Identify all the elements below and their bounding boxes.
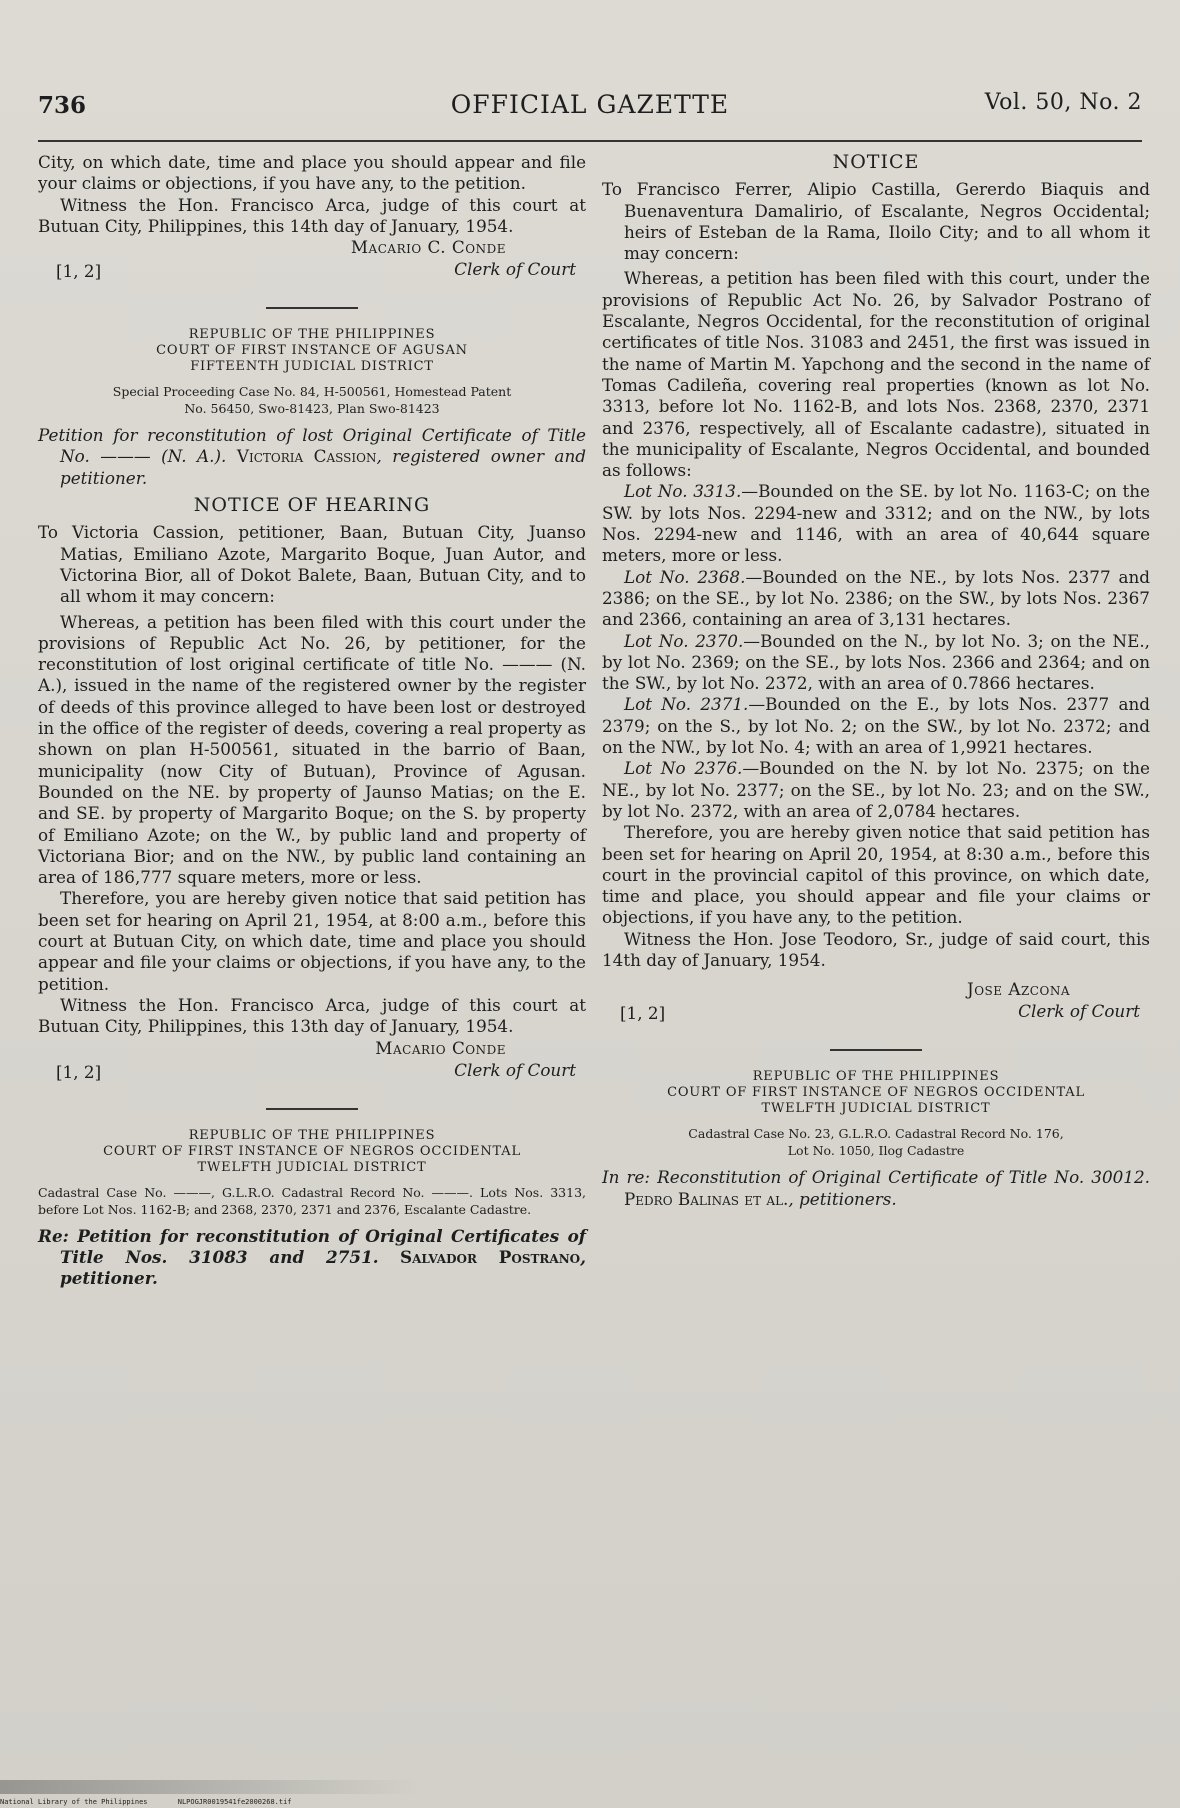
- lot-description: —Bounded on the N., by lot No. 3; on the NE., by lot No. 2369; on the SE., by lots Nos. 2366 and 2364; and on the SW., by lot No. 2372, with an area of 0.7866 hectares.: [602, 630, 1150, 694]
- clerk-role-2: Clerk of Court: [454, 1059, 576, 1080]
- issue-tag-2: [1, 2]: [56, 1061, 102, 1082]
- witness-paragraph-right: Witness the Hon. Jose Teodoro, Sr., judge of said court, this 14th day of January, 1954.: [602, 928, 1150, 970]
- addressee-right: To Francisco Ferrer, Alipio Castilla, Gererdo Biaquis and Buenaventura Damalirio, of Escalante, Negros Occidental; heirs of Esteban de la Rama, Iloilo City; and to all whom it may concern:: [602, 179, 1150, 264]
- re-title: [38, 1226, 586, 1290]
- re-petitioner-name: Salvador Postrano: [399, 1246, 581, 1267]
- case-line-2: No. 56450, Swo-81423, Plan Swo-81423: [184, 401, 440, 417]
- signature-block: [38, 237, 586, 285]
- notice-heading-right: NOTICE: [832, 151, 920, 173]
- publication-title: OFFICIAL GAZETTE: [450, 90, 730, 119]
- district-line: FIFTEENTH JUDICIAL DISTRICT: [190, 359, 434, 375]
- therefore-paragraph: Therefore, you are hereby given notice that said petition has been set for hearing on April 21, 1954, at 8:00 a.m., before this court at Butuan City, on which date, time and place you should appear and file your claims or objections, if you have any, to the petition.: [38, 888, 586, 994]
- petition-tail: , registered owner and petitioner.: [60, 446, 586, 488]
- witness-paragraph-2: Witness the Hon. Francisco Arca, judge of this court at Butuan City, Philippines, this 13th day of January, 1954.: [38, 994, 586, 1037]
- issue-tag-right: [1, 2]: [620, 1003, 666, 1024]
- library-credit: National Library of the Philippines: [0, 1798, 148, 1806]
- clerk-name-2: Macario Conde: [375, 1037, 506, 1058]
- clerk-role-right: Clerk of Court: [1018, 1001, 1140, 1022]
- republic-line-2: REPUBLIC OF THE PHILIPPINES: [188, 1127, 436, 1143]
- petition-title-text: Petition for reconstitution of lost Original Certificate of Title No. ——— (N. A.).: [38, 425, 586, 467]
- lot-label: Lot No. 2368.: [624, 566, 746, 587]
- lot-2371: [602, 694, 1150, 758]
- clerk-name-right: Jose Azcona: [966, 979, 1070, 1000]
- page-number: 736: [38, 92, 87, 119]
- continued-paragraph: City, on which date, time and place you should appear and file your claims or objections, if you have any, to the petition.: [38, 152, 586, 194]
- lot-description: —Bounded on the SE. by lot No. 1163-C; on the SW. by lots Nos. 2294-new and 3312; and on the NW., by lots Nos. 2294-new and 1146, with an area of 40,644 square meters, more or less.: [602, 481, 1150, 566]
- whereas-paragraph-right: Whereas, a petition has been filed with this court, under the provisions of Republic Act No. 26, by Salvador Postrano of Escalante, Negros Occidental, for the reconstitution of original certificates of title Nos. 31083 and 2451, the first was issued in the name of Martin M. Yapchong and the second in the name of Tomas Cadileña, covering real properties (known as lot No. 3313, before lot No. 1162-B, and lots Nos. 2368, 2370, 2371 and 2376, respectively, all of Escalante cadastre), situated in the municipality of Escalante, Negros Occidental, and bounded as follows:: [602, 268, 1150, 481]
- volume-number: Vol. 50, No. 2: [984, 90, 1142, 115]
- clerk-name: Macario C. Conde: [350, 237, 506, 258]
- lot-label: Lot No. 3313.: [624, 481, 742, 502]
- case-line-1: Special Proceeding Case No. 84, H-500561, Homestead Patent: [112, 384, 512, 400]
- addressee: To Victoria Cassion, petitioner, Baan, Butuan City, Juanso Matias, Emiliano Azote, Margarito Boque, Juan Autor, and Victorina Bior, all of Dokot Balete, Baan, Butuan City, and to all whom it may concern:: [38, 522, 586, 607]
- signature-block-right: [602, 979, 1150, 1027]
- court-line-right: COURT OF FIRST INSTANCE OF NEGROS OCCIDENTAL: [667, 1085, 1085, 1101]
- signature-block-2: [38, 1038, 586, 1086]
- court-line-2: COURT OF FIRST INSTANCE OF NEGROS OCCIDENTAL: [103, 1143, 521, 1159]
- court-heading: [38, 327, 586, 375]
- section-divider-right: [830, 1049, 922, 1051]
- re-title-text-right: In re: Reconstitution of Original Certificate of Title No. 30012.: [602, 1167, 1150, 1188]
- district-line-2: TWELFTH JUDICIAL DISTRICT: [197, 1159, 427, 1175]
- scan-filename: NLPOGJR0019541fe2000268.tif: [177, 1798, 292, 1806]
- notice-heading: NOTICE OF HEARING: [193, 494, 431, 517]
- lot-label: Lot No. 2370.: [624, 630, 744, 651]
- lot-description: —Bounded on the NE., by lots Nos. 2377 and 2386; on the SE., by lot No. 2386; on the SW., by lots Nos. 2367 and 2366, containing an area of 3,131 hectares.: [602, 566, 1150, 630]
- lot-label: Lot No. 2371.: [624, 694, 749, 715]
- therefore-paragraph-right: Therefore, you are hereby given notice that said petition has been set for hearing on April 20, 1954, at 8:30 a.m., before this court in the provincial capitol of this province, on which date, time and place, you should appear and file your claims or objections, if you have any, to the petition.: [602, 822, 1150, 928]
- re-tail-right: , petitioners.: [788, 1188, 897, 1209]
- re-title-text: Re: Petition for reconstitution of Original Certificates of Title Nos. 31083 and 2751.: [38, 1225, 586, 1267]
- lot-3313: [602, 481, 1150, 566]
- lot-2368: [602, 567, 1150, 631]
- lot-2376: [602, 758, 1150, 822]
- re-petitioner-name-right: Pedro Balinas et al.: [624, 1188, 789, 1209]
- left-column: [38, 152, 586, 1289]
- court-line: COURT OF FIRST INSTANCE OF AGUSAN: [156, 343, 468, 359]
- re-tail: , petitioner.: [60, 1246, 586, 1289]
- lot-label: Lot No 2376.: [624, 758, 743, 779]
- re-title-right: [602, 1167, 1150, 1210]
- whereas-paragraph: Whereas, a petition has been filed with this court under the provisions of Republic Act No. 26, by petitioner, for the reconstitution of lost original certificate of title No. ——— (N. A.), issued in the name of the registered owner by the register of deeds of this province alleged to have been lost or destroyed in the office of the register of deeds, covering a real property as shown on plan H-500561, situated in the barrio of Baan, municipality (now City of Butuan), Province of Agusan. Bounded on the NE. by property of Jaunso Matias; on the E. and SE. by property of Margarito Boque; on the S. by property of Emiliano Azote; on the W., by public land and property of Victoriana Bior; and on the NW., by public land containing an area of 186,777 square meters, more or less.: [38, 611, 586, 888]
- case-line-1-right: Cadastral Case No. 23, G.L.R.O. Cadastral Record No. 176,: [688, 1126, 1064, 1142]
- court-heading-2: [38, 1128, 586, 1176]
- section-divider-2: [266, 1108, 358, 1110]
- republic-line-right: REPUBLIC OF THE PHILIPPINES: [752, 1069, 1000, 1085]
- petition-title: [38, 425, 586, 489]
- republic-line: REPUBLIC OF THE PHILIPPINES: [188, 327, 436, 343]
- witness-paragraph: Witness the Hon. Francisco Arca, judge of this court at Butuan City, Philippines, this 14th day of January, 1954.: [38, 194, 586, 236]
- clerk-role: Clerk of Court: [454, 259, 576, 280]
- case-line-2-right: Lot No. 1050, Ilog Cadastre: [787, 1143, 965, 1159]
- lot-2370: [602, 631, 1150, 695]
- lot-description: —Bounded on the N. by lot No. 2375; on the NE., by lot No. 2377; on the SE., by lot No. 23; and on the SW., by lot No. 2372, with an area of 2,0784 hectares.: [602, 758, 1150, 821]
- court-heading-right: [602, 1069, 1150, 1117]
- page-header: [38, 84, 1142, 128]
- case-reference-2: Cadastral Case No. ———, G.L.R.O. Cadastral Record No. ———. Lots Nos. 3313, before Lot Nos. 1162-B; and 2368, 2370, 2371 and 2376, Escalante Cadastre.: [38, 1184, 586, 1217]
- scan-edge-shadow: [0, 1780, 420, 1794]
- case-reference-right: [602, 1125, 1150, 1159]
- petitioner-name: Victoria Cassion: [236, 446, 377, 467]
- right-column: [602, 152, 1150, 1210]
- scan-footer: [0, 1798, 318, 1806]
- lot-description: —Bounded on the E., by lots Nos. 2377 and 2379; on the S., by lot No. 2; on the SW., by lot No. 2372; and on the NW., by lot No. 4; with an area of 1,9921 hectares.: [602, 694, 1151, 758]
- issue-tag: [1, 2]: [56, 261, 102, 282]
- district-line-right: TWELFTH JUDICIAL DISTRICT: [761, 1101, 991, 1117]
- case-reference: [38, 383, 586, 417]
- section-divider: [266, 307, 358, 309]
- header-rule: [38, 140, 1142, 142]
